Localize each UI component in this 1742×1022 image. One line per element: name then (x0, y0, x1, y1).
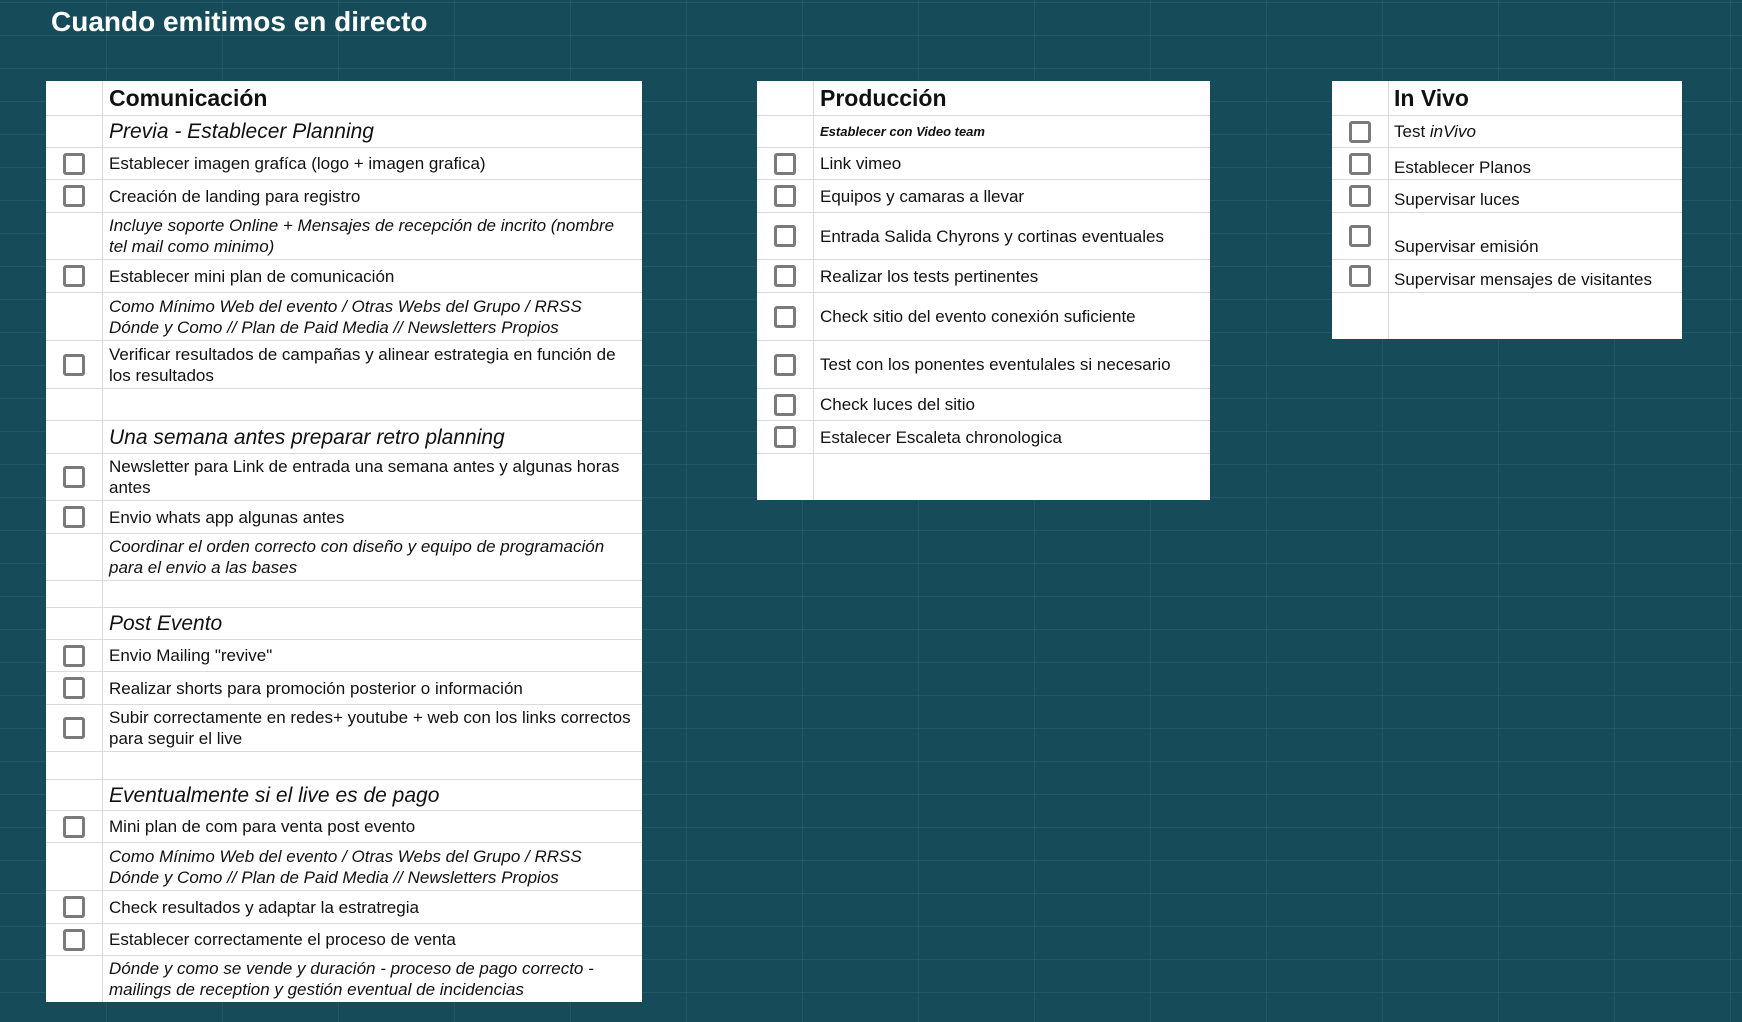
checkbox[interactable] (63, 929, 85, 951)
task-label: Establecer correctamente el proceso de venta (109, 930, 456, 949)
checkbox[interactable] (1349, 121, 1371, 143)
blank-row (757, 454, 1210, 500)
task-row (46, 705, 642, 752)
checkbox[interactable] (774, 265, 796, 287)
task-row (757, 180, 1210, 213)
task-row (46, 672, 642, 705)
comunicacion-header: Comunicación (109, 84, 268, 111)
task-row (46, 811, 642, 843)
task-label: Realizar los tests pertinentes (820, 266, 1039, 286)
section-row (46, 421, 642, 454)
task-label: Test con los ponentes eventulales si necesario (820, 355, 1171, 374)
task-row (46, 148, 642, 180)
task-label: Equipos y camaras a llevar (820, 186, 1025, 206)
task-label: Mini plan de com para venta post evento (109, 817, 416, 836)
checkbox[interactable] (774, 225, 796, 247)
checkbox[interactable] (1349, 225, 1371, 247)
task-label: Supervisar emisión (1394, 236, 1539, 256)
section-title: Post Evento (109, 612, 223, 635)
note-row (46, 956, 642, 1002)
task-label: Establecer mini plan de comunicación (109, 266, 395, 286)
section-row (46, 608, 642, 640)
section-row (46, 780, 642, 811)
task-row (46, 341, 642, 389)
note-text: Establecer con Video team (820, 124, 985, 139)
task-row (46, 924, 642, 956)
note-text: Dónde y como se vende y duración - proceso de pago correcto - mailings de reception y gestión eventual de incidencias (109, 959, 594, 999)
task-label: Establecer Planos (1394, 158, 1532, 177)
checkbox[interactable] (63, 506, 85, 528)
checkbox[interactable] (63, 265, 85, 287)
note-text: Como Mínimo Web del evento / Otras Webs del Grupo / RRSS Dónde y Como // Plan de Paid Media // Newsletters Propios (109, 296, 582, 337)
task-row (757, 341, 1210, 389)
checkbox[interactable] (63, 185, 85, 207)
checkbox[interactable] (774, 394, 796, 416)
note-row (46, 534, 642, 581)
checkbox[interactable] (774, 306, 796, 328)
section-row (46, 116, 642, 148)
task-label: Check resultados y adaptar la estratregia (109, 897, 419, 917)
note-row (46, 293, 642, 341)
checkbox[interactable] (63, 645, 85, 667)
produccion-header: Producción (820, 84, 947, 111)
task-row (757, 260, 1210, 293)
task-row (46, 640, 642, 672)
comunicacion-checklist (46, 81, 642, 1002)
checkbox[interactable] (63, 896, 85, 918)
page-title: Cuando emitimos en directo (51, 6, 428, 37)
section-title: Eventualmente si el live es de pago (109, 783, 440, 807)
task-label: Check sitio del evento conexión suficiente (820, 307, 1136, 326)
task-label: Envio Mailing "revive" (109, 646, 273, 665)
task-label: Newsletter para Link de entrada una semana antes y algunas horas antes (109, 457, 620, 497)
task-label: Subir correctamente en redes+ youtube + web con los links correctos para seguir el live (109, 708, 631, 748)
in-vivo-header-row (1332, 81, 1682, 116)
task-label: Entrada Salida Chyrons y cortinas eventuales (820, 226, 1164, 246)
blank-row (46, 389, 642, 421)
task-label: Verificar resultados de campañas y alinear estrategia en función de los resultados (109, 344, 616, 385)
note-text: Coordinar el orden correcto con diseño y equipo de programación para el envio a las bases (109, 537, 605, 577)
task-label: Check luces del sitio (820, 395, 975, 414)
checkbox[interactable] (63, 717, 85, 739)
checkbox[interactable] (774, 185, 796, 207)
task-row (757, 148, 1210, 180)
produccion-header-row (757, 81, 1210, 116)
note-row (46, 213, 642, 260)
checkbox[interactable] (774, 354, 796, 376)
task-row (757, 293, 1210, 341)
task-row (46, 454, 642, 501)
checkbox[interactable] (63, 816, 85, 838)
checkbox[interactable] (1349, 153, 1371, 175)
note-row (46, 843, 642, 891)
checkbox[interactable] (774, 426, 796, 448)
header-empty-cell (46, 81, 103, 115)
task-row (46, 260, 642, 293)
checkbox[interactable] (1349, 265, 1371, 287)
task-row (46, 891, 642, 924)
task-row (1332, 148, 1682, 180)
task-row (46, 501, 642, 534)
checkbox[interactable] (774, 153, 796, 175)
task-label: Establecer imagen grafíca (logo + imagen grafica) (109, 154, 486, 173)
task-label: Realizar shorts para promoción posterior o información (109, 678, 523, 698)
task-label: Test inVivo (1394, 122, 1476, 141)
task-label: Creación de landing para registro (109, 186, 361, 206)
task-label: Link vimeo (820, 154, 902, 173)
checkbox[interactable] (63, 677, 85, 699)
comunicacion-header-row (46, 81, 642, 116)
section-title: Previa - Establecer Planning (109, 120, 374, 143)
checkbox[interactable] (63, 354, 85, 376)
task-row (1332, 213, 1682, 260)
blank-row (1332, 293, 1682, 339)
task-row (1332, 180, 1682, 213)
task-row (757, 389, 1210, 421)
task-label: Estalecer Escaleta chronologica (820, 427, 1062, 447)
task-label-italic: inVivo (1429, 122, 1476, 141)
task-row (1332, 116, 1682, 148)
section-title: Una semana antes preparar retro planning (109, 425, 505, 449)
task-row (1332, 260, 1682, 293)
checkbox[interactable] (1349, 185, 1371, 207)
task-row (757, 213, 1210, 260)
task-row (46, 180, 642, 213)
produccion-checklist (757, 81, 1210, 500)
blank-row (46, 581, 642, 608)
in-vivo-checklist (1332, 81, 1682, 339)
checkbox[interactable] (63, 153, 85, 175)
task-label: Supervisar mensajes de visitantes (1394, 269, 1652, 289)
task-label: Envio whats app algunas antes (109, 507, 345, 527)
checkbox[interactable] (63, 466, 85, 488)
note-text: Incluye soporte Online + Mensajes de recepción de incrito (nombre tel mail como minimo) (109, 216, 615, 256)
task-label: Supervisar luces (1394, 189, 1520, 209)
task-row (757, 421, 1210, 454)
note-text: Como Mínimo Web del evento / Otras Webs del Grupo / RRSS Dónde y Como // Plan de Paid Media // Newsletters Propios (109, 846, 582, 887)
note-row (757, 116, 1210, 148)
blank-row (46, 752, 642, 780)
in-vivo-header: In Vivo (1394, 84, 1469, 111)
